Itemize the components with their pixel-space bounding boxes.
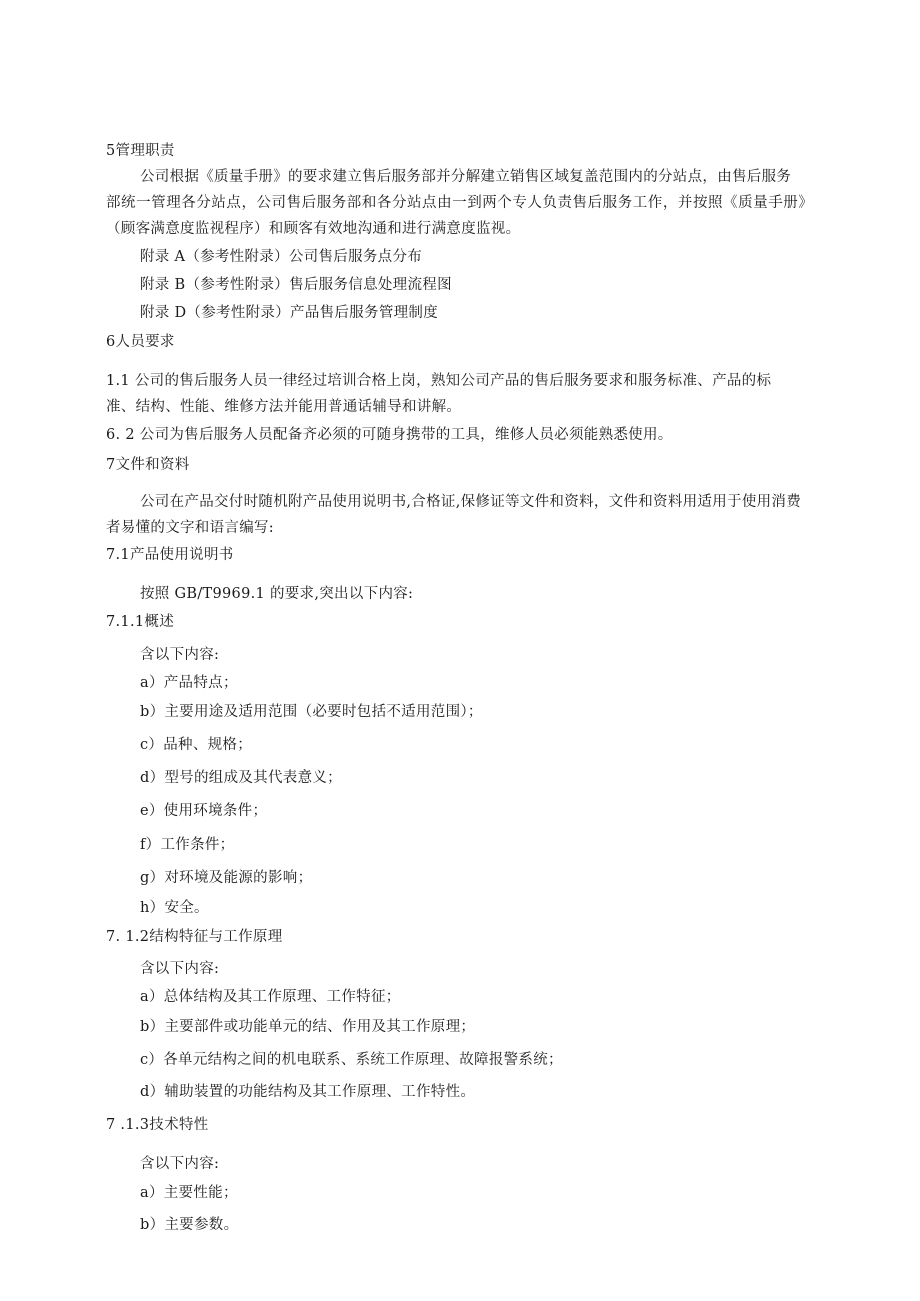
appendix-b: 附录 B（参考性附录）售后服务信息处理流程图 [140, 277, 452, 293]
section-7-title: 7文件和资料 [106, 457, 190, 473]
list-item: b）主要参数。 [140, 1217, 239, 1233]
section-6-1-line-1: 1.1 公司的售后服务人员一律经过培训合格上岗，熟知公司产品的售后服务要求和服务标准、产品的标 [106, 373, 772, 389]
section-5-title: 5管理职责 [106, 143, 175, 159]
section-7-1-3-intro: 含以下内容: [140, 1156, 220, 1172]
list-item: d）型号的组成及其代表意义； [140, 770, 342, 786]
section-5-paragraph-line-1: 公司根据《质量手册》的要求建立售后服务部并分解建立销售区域复盖范围内的分站点，由售后服务 [140, 169, 792, 185]
appendix-a: 附录 A（参考性附录）公司售后服务点分布 [140, 249, 423, 265]
section-6-2: 6. 2 公司为售后服务人员配备齐必须的可随身携带的工具，维修人员必须能熟悉使用。 [106, 427, 673, 443]
section-5-paragraph-line-2: 部统一管理各分站点，公司售后服务部和各分站点由一到两个专人负责售后服务工作，并按照《质量手册》 [106, 195, 814, 211]
section-7-1-2-title: 7. 1.2结构特征与工作原理 [106, 929, 283, 945]
list-item: d）辅助装置的功能结构及其工作原理、工作特性。 [140, 1084, 476, 1100]
list-item: f）工作条件； [140, 837, 235, 853]
list-item: b）主要部件或功能单元的结、作用及其工作原理； [140, 1019, 476, 1035]
list-item: g）对环境及能源的影响； [140, 870, 313, 886]
appendix-d: 附录 D（参考性附录）产品售后服务管理制度 [140, 305, 439, 321]
section-7-1-title: 7.1产品使用说明书 [106, 547, 234, 563]
list-item: a）主要性能； [140, 1185, 238, 1201]
list-item: c）品种、规格； [140, 737, 253, 753]
list-item: h）安全。 [140, 900, 209, 916]
list-item: b）主要用途及适用范围（必要时包括不适用范围）； [140, 704, 483, 720]
section-7-1-1-intro: 含以下内容: [140, 647, 220, 663]
list-item: c）各单元结构之间的机电联系、系统工作原理、故障报警系统； [140, 1052, 563, 1068]
section-7-1-1-title: 7.1.1概述 [106, 614, 174, 630]
list-item: a）产品特点； [140, 675, 238, 691]
section-6-1-line-2: 准、结构、性能、维修方法并能用普通话辅导和讲解。 [106, 399, 462, 415]
section-5-paragraph-line-3: （顾客满意度监视程序）和顾客有效地沟通和进行满意度监视。 [106, 221, 521, 237]
section-7-paragraph-line-1: 公司在产品交付时随机附产品使用说明书,合格证,保修证等文件和资料，文件和资料用适用于使用消费 [140, 494, 802, 510]
list-item: e）使用环境条件； [140, 803, 268, 819]
section-7-1-3-title: 7 .1.3技术特性 [106, 1117, 209, 1133]
list-item: a）总体结构及其工作原理、工作特征； [140, 989, 401, 1005]
section-7-1-2-intro: 含以下内容: [140, 961, 220, 977]
section-7-1-paragraph: 按照 GB/T9969.1 的要求,突出以下内容: [140, 586, 414, 602]
section-6-title: 6人员要求 [106, 334, 175, 350]
section-7-paragraph-line-2: 者易懂的文字和语言编写: [106, 520, 274, 536]
